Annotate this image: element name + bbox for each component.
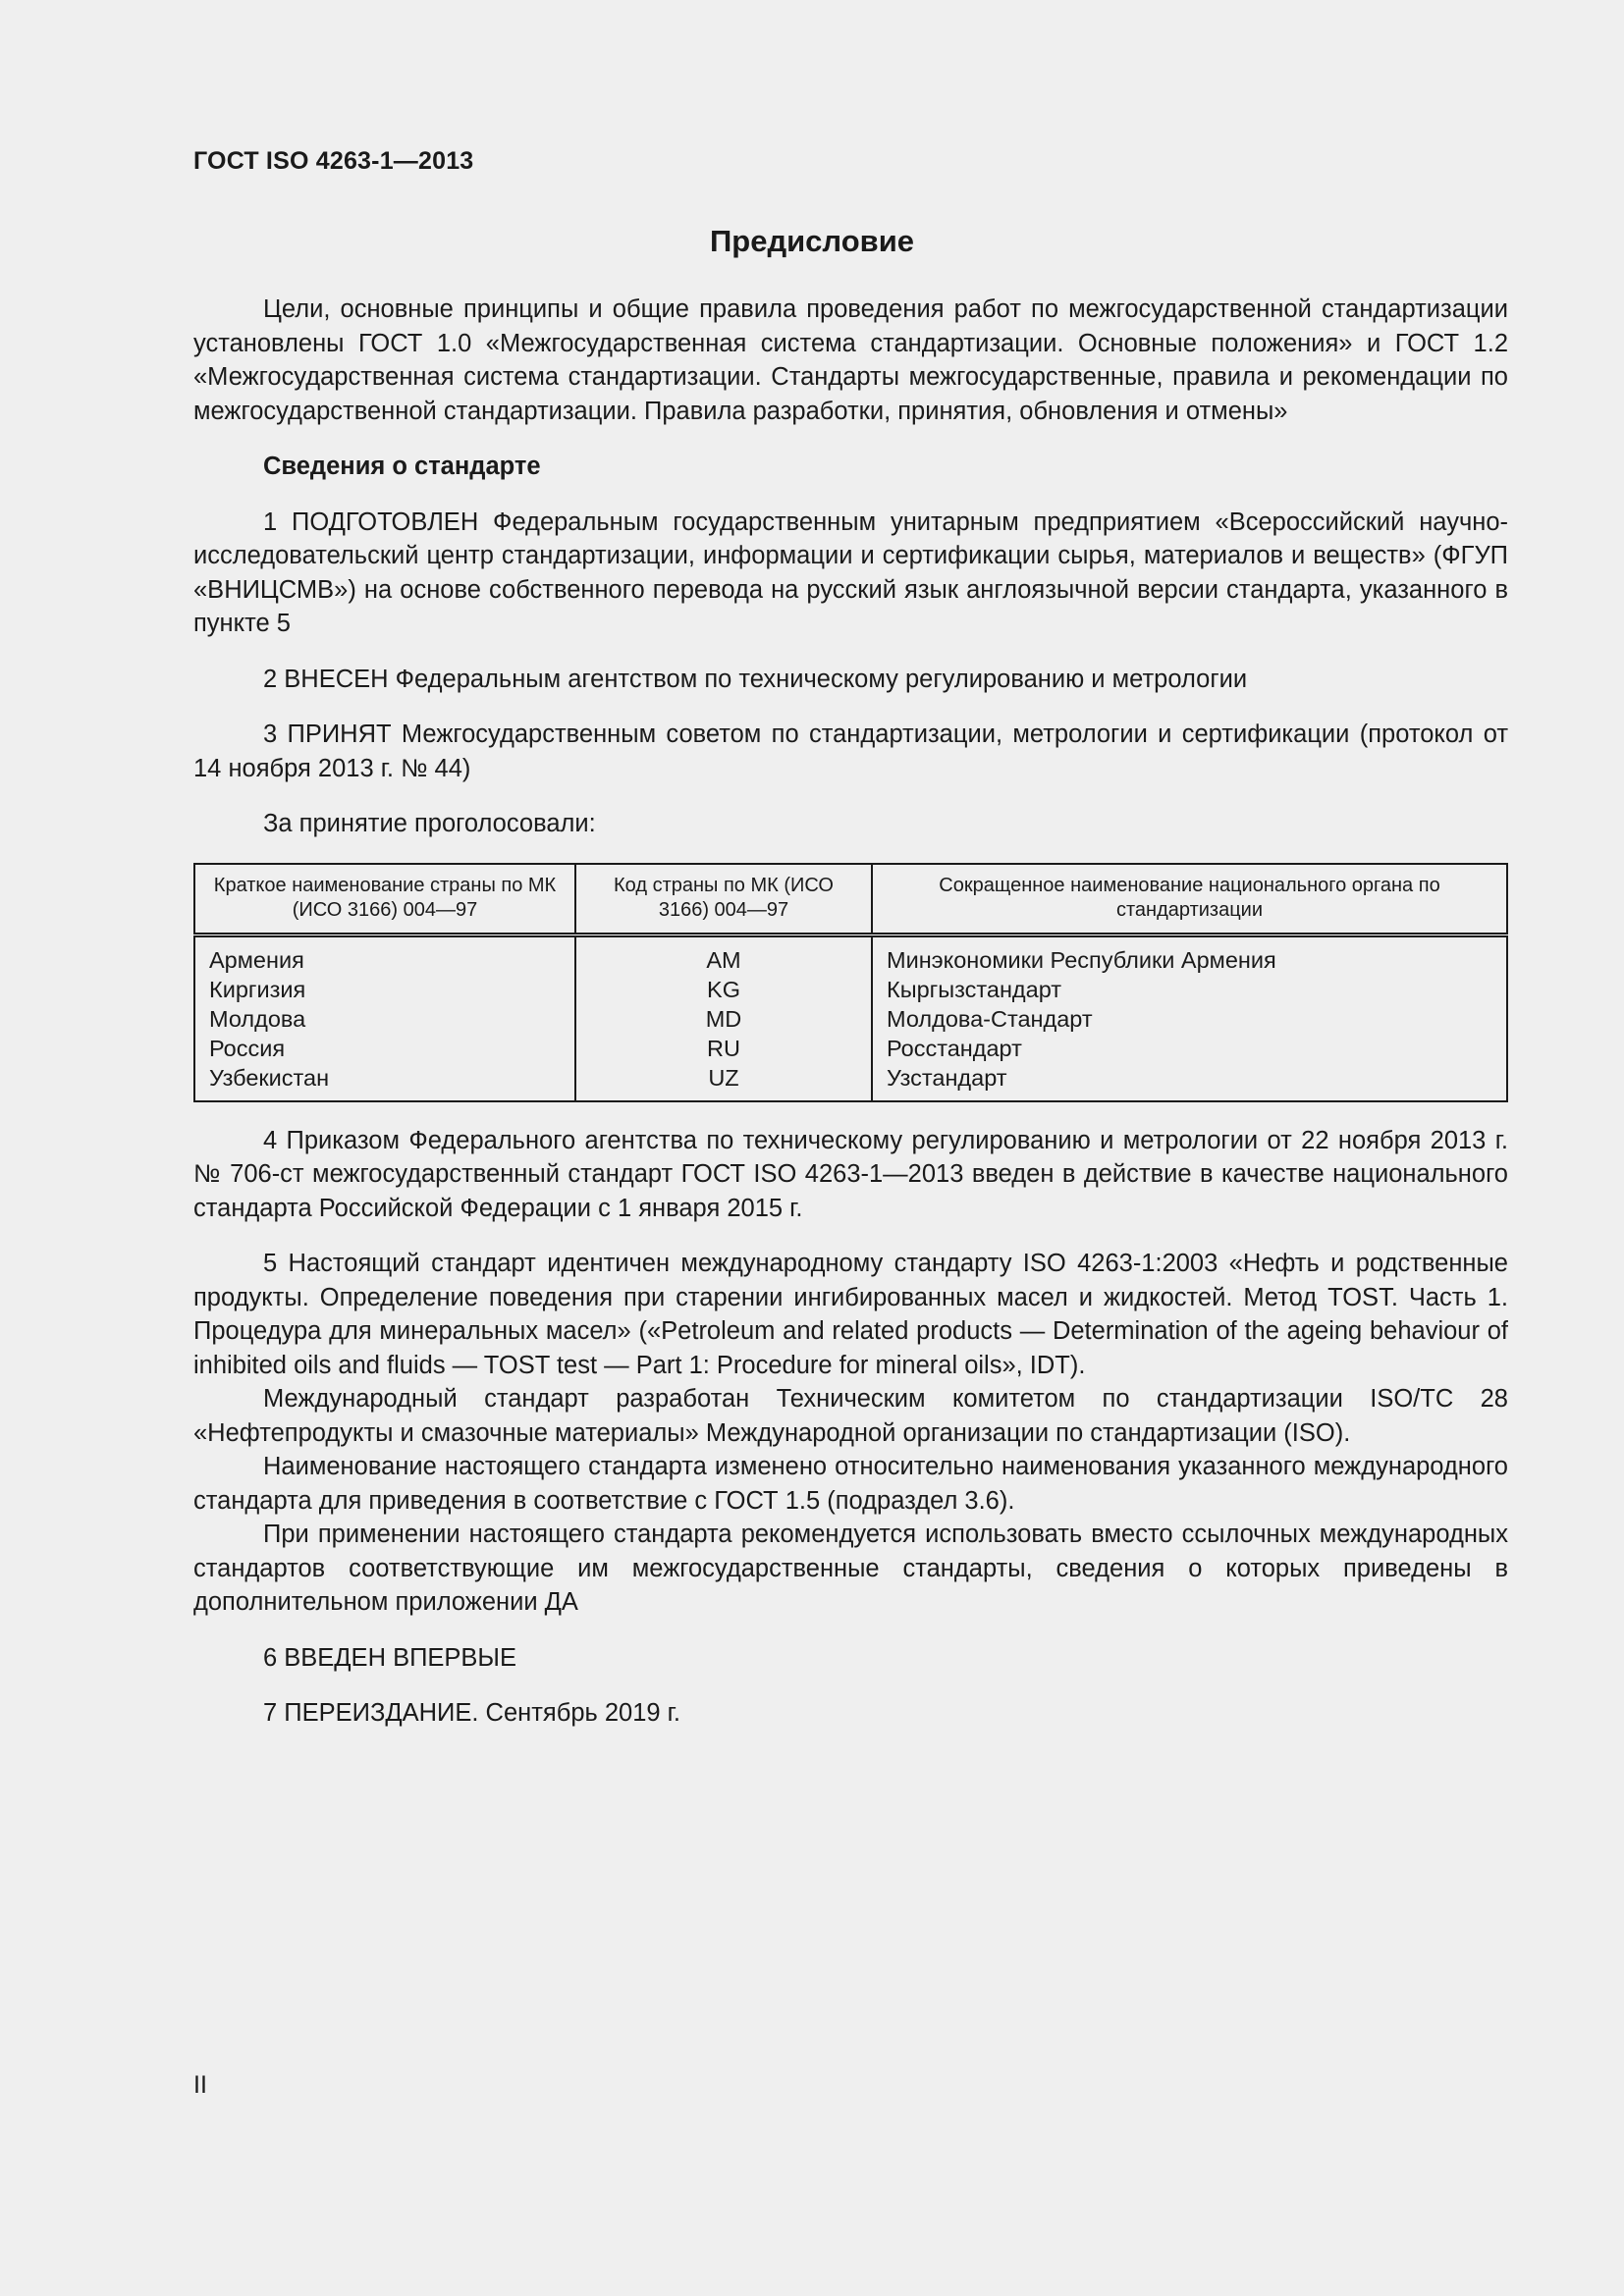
body-cell: Узстандарт	[872, 1063, 1507, 1101]
standard-designation: ГОСТ ISO 4263-1—2013	[193, 147, 474, 175]
table-row	[194, 1063, 1507, 1101]
item-5-references-paragraph: При применении настоящего стандарта рекомендуется использовать вместо ссылочных международных стандартов соответствующие им межгосударственные стандарты, сведения о которых приведены в дополнительном приложении ДА	[193, 1521, 1508, 1616]
code-cell: UZ	[575, 1063, 872, 1101]
item-1-paragraph: 1 ПОДГОТОВЛЕН Федеральным государственным унитарным предприятием «Всероссийский научно-исследовательский центр стандартизации, информации и сертификации сырья, материалов и веществ» (ФГУП «ВНИЦСМВ») на основе собственного перевода на русский язык англоязычной версии стандарта, указанного в пункте 5	[193, 507, 1508, 637]
column-header-code: Код страны по МК (ИСО 3166) 004—97	[575, 864, 872, 935]
country-cell: Узбекистан	[194, 1063, 575, 1101]
code-cell: AM	[575, 934, 872, 975]
table-header-row	[194, 864, 1507, 935]
code-cell: KG	[575, 975, 872, 1004]
page-number: II	[193, 2071, 207, 2099]
table-row	[194, 975, 1507, 1004]
column-header-country: Краткое наименование страны по МК (ИСО 3166) 004—97	[194, 864, 575, 935]
body-cell: Молдова-Стандарт	[872, 1004, 1507, 1034]
column-header-body: Сокращенное наименование национального органа по стандартизации	[872, 864, 1507, 935]
body-cell: Минэкономики Республики Армения	[872, 934, 1507, 975]
item-5-committee-paragraph: Международный стандарт разработан Техническим комитетом по стандартизации ISO/TC 28 «Нефтепродукты и смазочные материалы» Международной организации по стандартизации (ISO).	[193, 1385, 1508, 1447]
section-heading: Сведения о стандарте	[263, 453, 541, 480]
code-cell: MD	[575, 1004, 872, 1034]
table-row	[194, 1004, 1507, 1034]
item-3-paragraph: 3 ПРИНЯТ Межгосударственным советом по стандартизации, метрологии и сертификации (протокол от 14 ноября 2013 г. № 44)	[193, 721, 1508, 782]
country-cell: Киргизия	[194, 975, 575, 1004]
item-5-paragraph: 5 Настоящий стандарт идентичен международному стандарту ISO 4263-1:2003 «Нефть и родственные продукты. Определение поведения при старении ингибированных масел и жидкостей. Метод TOST. Часть 1. Процедура для минеральных масел» («Petroleum and related products — Determination of the ageing behaviour of inhibited oils and fluids — TOST test — Part 1: Procedure for mineral oils», IDT).	[193, 1250, 1508, 1379]
item-7-paragraph: 7 ПЕРЕИЗДАНИЕ. Сентябрь 2019 г.	[263, 1699, 680, 1727]
document-body	[193, 293, 1508, 1731]
item-5-title-change-paragraph: Наименование настоящего стандарта изменено относительно наименования указанного международного стандарта для приведения в соответствие с ГОСТ 1.5 (подраздел 3.6).	[193, 1453, 1508, 1515]
country-cell: Россия	[194, 1034, 575, 1063]
table-row	[194, 1034, 1507, 1063]
intro-paragraph: Цели, основные принципы и общие правила проведения работ по межгосударственной стандартизации установлены ГОСТ 1.0 «Межгосударственная система стандартизации. Основные положения» и ГОСТ 1.2 «Межгосударственная система стандартизации. Стандарты межгосударственные, правила и рекомендации по межгосударственной стандартизации. Правила разработки, принятия, обновления и отмены»	[193, 295, 1508, 425]
country-cell: Армения	[194, 934, 575, 975]
body-cell: Кыргызстандарт	[872, 975, 1507, 1004]
item-6-paragraph: 6 ВВЕДЕН ВПЕРВЫЕ	[263, 1643, 517, 1672]
country-cell: Молдова	[194, 1004, 575, 1034]
body-cell: Росстандарт	[872, 1034, 1507, 1063]
table-row	[194, 934, 1507, 975]
item-4-paragraph: 4 Приказом Федерального агентства по техническому регулированию и метрологии от 22 ноября 2013 г. № 706-ст межгосударственный стандарт ГОСТ ISO 4263-1—2013 введен в действие в качестве национального стандарта Российской Федерации с 1 января 2015 г.	[193, 1126, 1508, 1222]
voting-countries-table	[193, 863, 1508, 1102]
item-2-paragraph: 2 ВНЕСЕН Федеральным агентством по техническому регулированию и метрологии	[263, 665, 1248, 693]
page-title: Предисловие	[709, 224, 914, 258]
vote-label: За принятие проголосовали:	[263, 810, 596, 837]
code-cell: RU	[575, 1034, 872, 1063]
